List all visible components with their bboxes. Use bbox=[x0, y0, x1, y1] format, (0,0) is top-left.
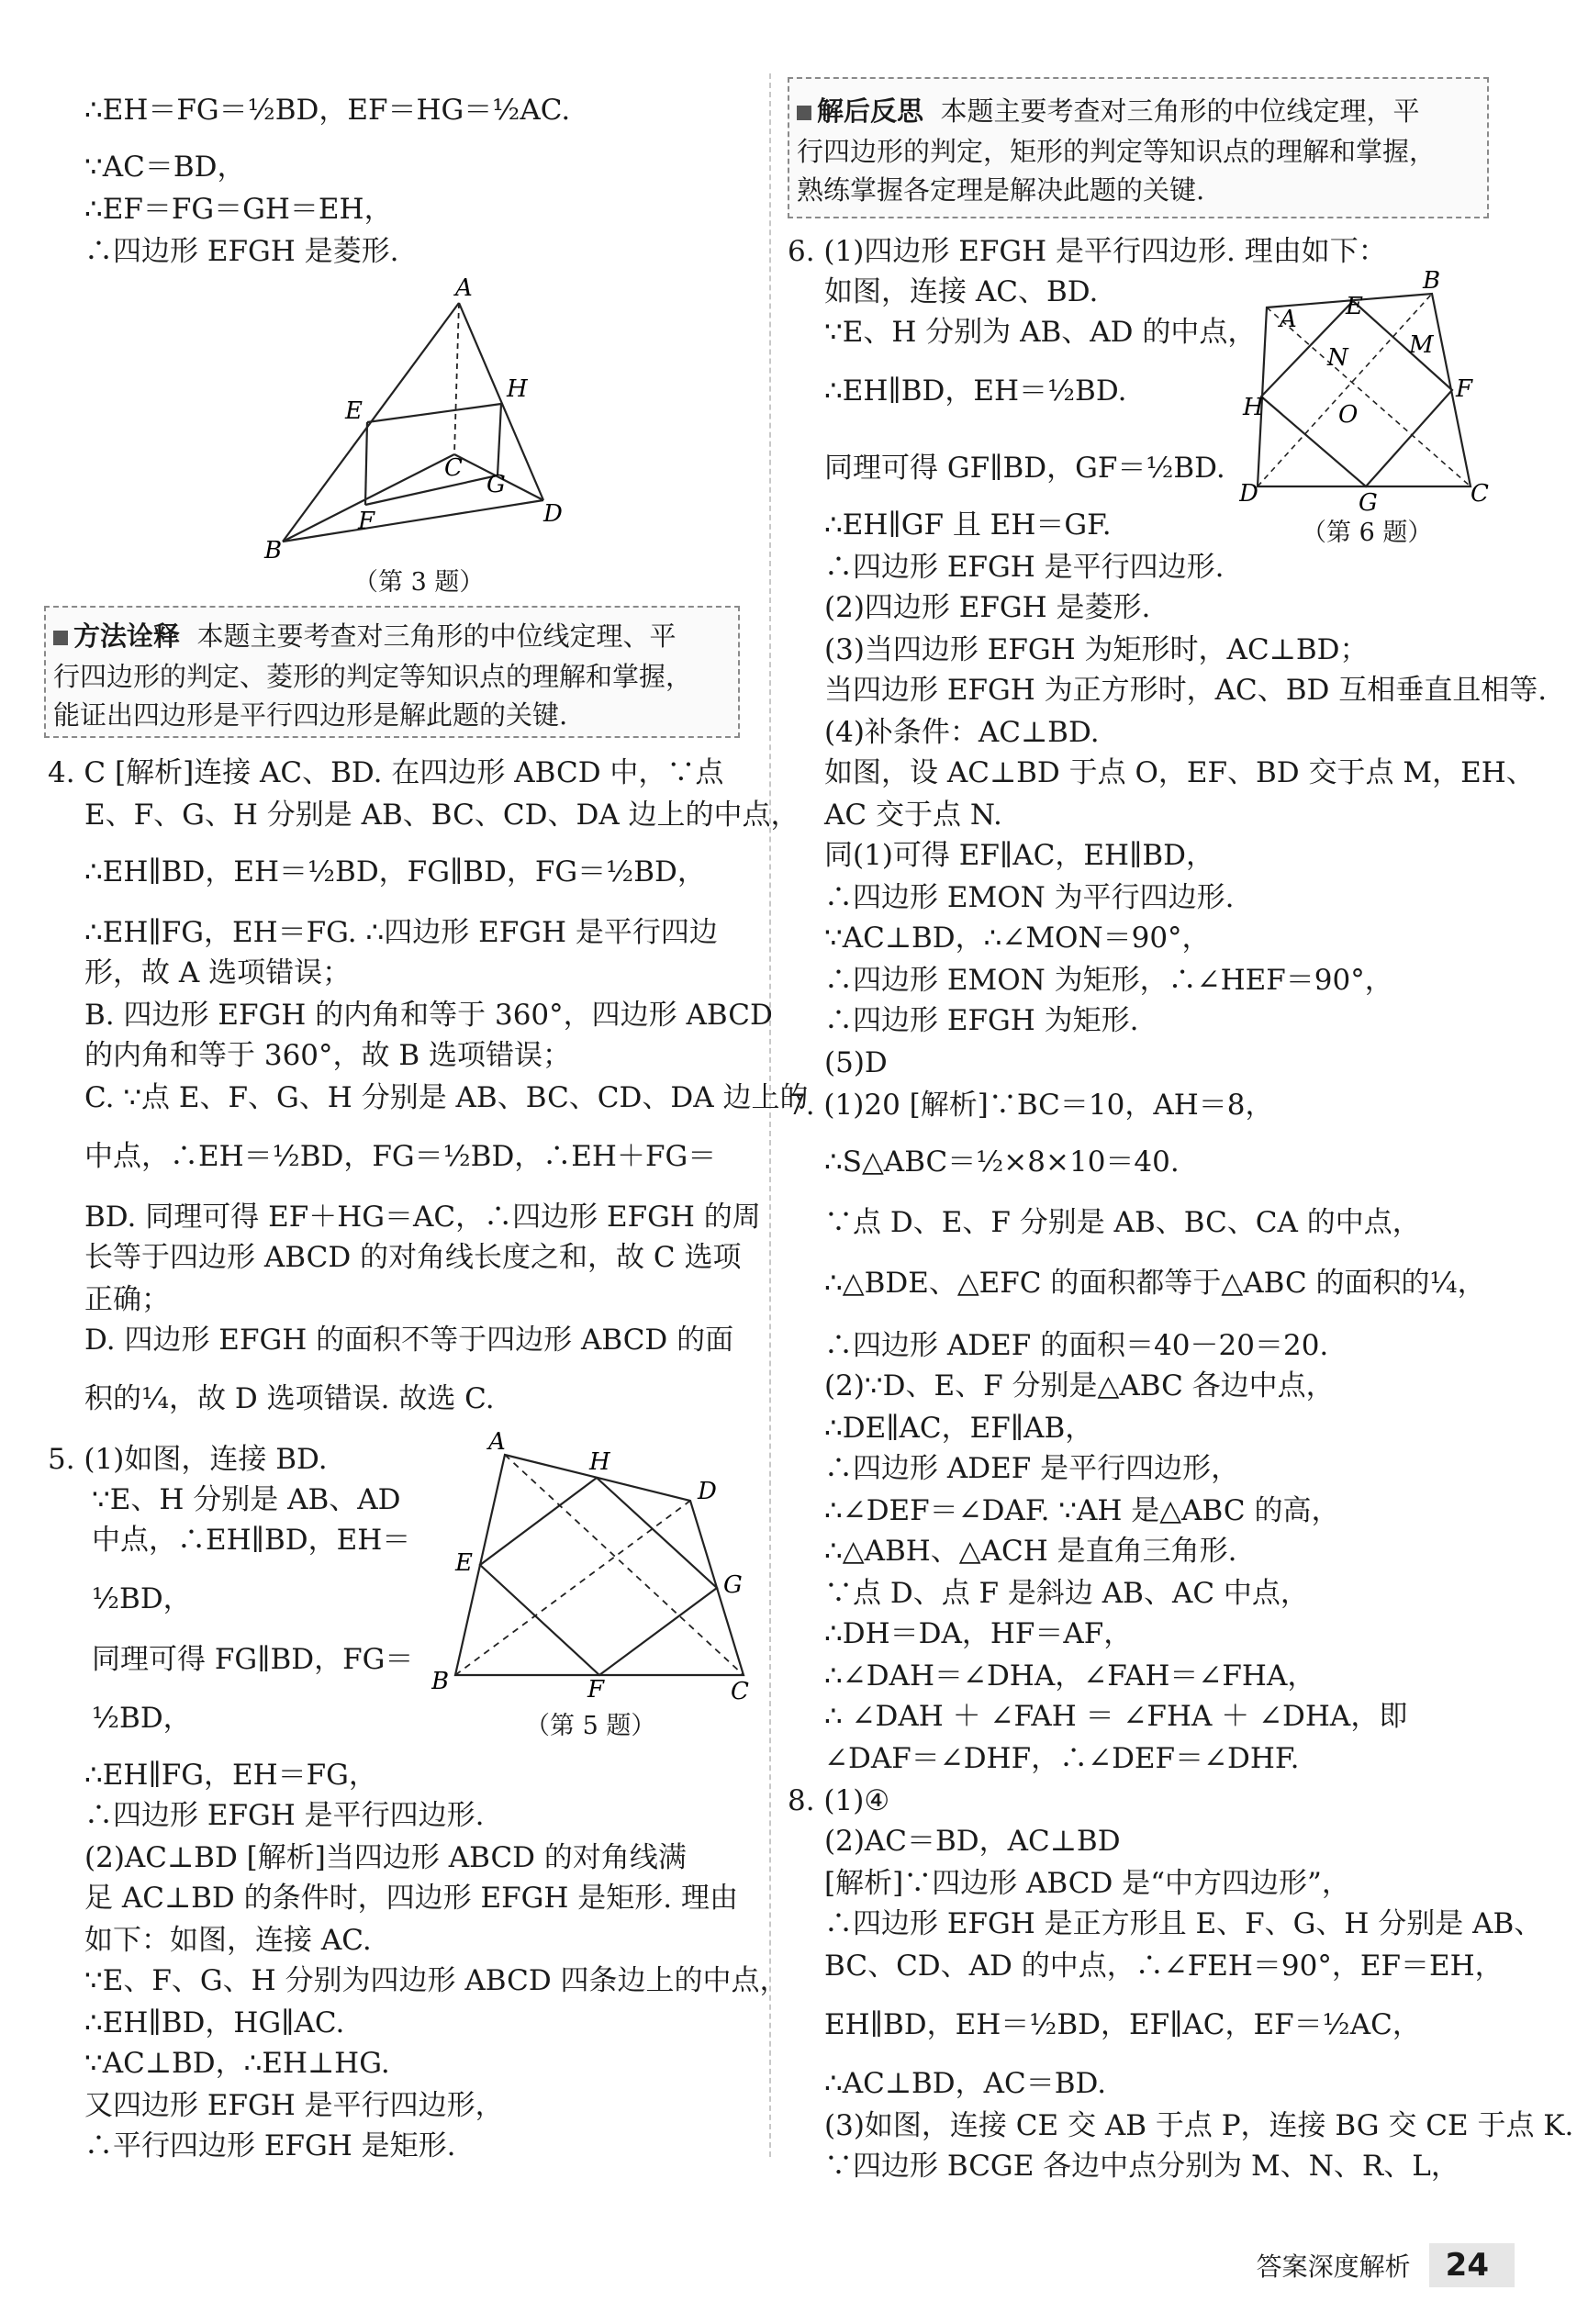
q7-line: ∵点 D、点 F 是斜边 AB、AC 中点， bbox=[824, 1577, 1309, 1610]
q8-line: (3)如图，连接 CE 交 AB 于点 P，连接 BG 交 CE 于点 K. bbox=[824, 2109, 1574, 2142]
q6-line: 当四边形 EFGH 为正方形时，AC、BD 互相垂直且相等. bbox=[824, 674, 1548, 707]
q6-line: (5)D bbox=[824, 1046, 888, 1079]
label-A: A bbox=[455, 275, 473, 302]
label-F: F bbox=[358, 508, 375, 535]
q8-line: ∵四边形 BCGE 各边中点分别为 M、N、R、L， bbox=[824, 2150, 1459, 2183]
q7-line: ∴四边形 ADEF 的面积＝40－20＝20. bbox=[824, 1329, 1329, 1362]
box-title: 方法诠释 bbox=[73, 620, 181, 652]
q4-line: 积的¼，故 D 选项错误. 故选 C. bbox=[84, 1382, 495, 1415]
q4-line: D. 四边形 EFGH 的面积不等于四边形 ABCD 的面 bbox=[84, 1324, 734, 1357]
q8-line: ∴AC⊥BD，AC＝BD. bbox=[824, 2067, 1107, 2100]
figure-6 bbox=[1239, 266, 1496, 532]
square-icon bbox=[797, 106, 811, 120]
q6-line: ∵E、H 分别为 AB、AD 的中点， bbox=[824, 316, 1257, 349]
q7-line: ∴△ABH、△ACH 是直角三角形. bbox=[824, 1535, 1237, 1568]
q5-line: 5. (1)如图，连接 BD. bbox=[48, 1443, 328, 1476]
q5-line: 足 AC⊥BD 的条件时，四边形 EFGH 是矩形. 理由 bbox=[84, 1882, 738, 1915]
q4-line: E、F、G、H 分别是 AB、BC、CD、DA 边上的中点， bbox=[84, 799, 800, 832]
label-E: E bbox=[345, 397, 363, 425]
figure-3 bbox=[257, 275, 587, 569]
q8-line: [解析]∵四边形 ABCD 是“中方四边形”， bbox=[824, 1867, 1350, 1900]
q5-line: (2)AC⊥BD [解析]当四边形 ABCD 的对角线满 bbox=[84, 1841, 687, 1874]
q4-line: 4. C [解析]连接 AC、BD. 在四边形 ABCD 中，∵点 bbox=[48, 756, 724, 789]
q7-line: ∴S△ABC＝½×8×10＝40. bbox=[824, 1145, 1180, 1179]
q7-line: ∴DE∥AC，EF∥AB， bbox=[824, 1412, 1094, 1445]
q7-line: ∴∠DAH＝∠DHA，∠FAH＝∠FHA， bbox=[824, 1659, 1316, 1693]
label-H: H bbox=[1243, 394, 1264, 421]
q4-line: C. ∵点 E、F、G、H 分别是 AB、BC、CD、DA 边上的 bbox=[84, 1081, 809, 1114]
q6-line: ∴四边形 EMON 为矩形，∴∠HEF＝90°， bbox=[824, 964, 1393, 997]
q5-line: 又四边形 EFGH 是平行四边形， bbox=[84, 2089, 504, 2122]
q4-line: 形，故 A 选项错误； bbox=[84, 956, 352, 989]
box-text: 本题主要考查对三角形的中位线定理、平 bbox=[196, 620, 677, 652]
q6-line: ∴四边形 EFGH 是平行四边形. bbox=[824, 551, 1225, 584]
q6-line: AC 交于点 N. bbox=[824, 799, 1002, 832]
figure-5 bbox=[431, 1427, 762, 1703]
q8-line: EH∥BD，EH＝½BD，EF∥AC，EF＝½AC， bbox=[824, 2008, 1421, 2041]
label-H: H bbox=[507, 375, 528, 403]
q6-line: (4)补条件：AC⊥BD. bbox=[824, 716, 1100, 749]
box-text: 行四边形的判定、菱形的判定等知识点的理解和掌握， bbox=[53, 661, 693, 692]
q6-line: ∴四边形 EMON 为平行四边形. bbox=[824, 881, 1235, 914]
text-line: ∴EH＝FG＝½BD，EF＝HG＝½AC. bbox=[84, 94, 571, 127]
footer-label: 答案深度解析 bbox=[1256, 2251, 1411, 2282]
q5-line: ∴EH∥BD，HG∥AC. bbox=[84, 2006, 345, 2039]
label-C: C bbox=[731, 1678, 749, 1703]
q7-line: ∠DAF＝∠DHF，∴∠DEF＝∠DHF. bbox=[824, 1742, 1300, 1775]
q6-line: ∴EH∥BD，EH＝½BD. bbox=[824, 374, 1127, 408]
label-C: C bbox=[1471, 480, 1489, 508]
label-M: M bbox=[1409, 331, 1434, 359]
box-text: 能证出四边形是平行四边形是解此题的关键. bbox=[53, 699, 568, 731]
label-F: F bbox=[587, 1676, 605, 1703]
q4-line: 中点，∴EH＝½BD，FG＝½BD，∴EH＋FG＝ bbox=[84, 1140, 717, 1173]
label-O: O bbox=[1338, 401, 1359, 429]
q6-line: (3)当四边形 EFGH 为矩形时，AC⊥BD； bbox=[824, 633, 1369, 666]
label-D: D bbox=[543, 500, 563, 528]
q4-line: 正确； bbox=[84, 1283, 170, 1316]
text-line: ∵AC＝BD， bbox=[84, 151, 246, 184]
q5-line: ∵AC⊥BD，∴EH⊥HG. bbox=[84, 2047, 390, 2080]
q8-line: ∴四边形 EFGH 是正方形且 E、F、G、H 分别是 AB、 bbox=[824, 1907, 1543, 1940]
label-N: N bbox=[1327, 344, 1348, 372]
label-A: A bbox=[488, 1428, 506, 1456]
q6-line: 如图，连接 AC、BD. bbox=[824, 275, 1099, 308]
q6-line: ∴四边形 EFGH 为矩形. bbox=[824, 1004, 1139, 1037]
q5-line: ∵E、F、G、H 分别为四边形 ABCD 四条边上的中点， bbox=[84, 1964, 788, 1997]
q7-line: ∵点 D、E、F 分别是 AB、BC、CA 的中点， bbox=[824, 1206, 1421, 1239]
label-E: E bbox=[1346, 293, 1363, 320]
box-title: 解后反思 bbox=[817, 95, 924, 127]
label-G: G bbox=[723, 1571, 743, 1599]
q6-line: 6. (1)四边形 EFGH 是平行四边形. 理由如下： bbox=[788, 235, 1387, 268]
q6-line: 同理可得 GF∥BD，GF＝½BD. bbox=[824, 452, 1225, 485]
q7-line: ∴ ∠DAH ＋ ∠FAH ＝ ∠FHA ＋ ∠DHA，即 bbox=[824, 1700, 1408, 1733]
q5-line: ∴平行四边形 EFGH 是矩形. bbox=[84, 2129, 456, 2162]
q5-line: ∴四边形 EFGH 是平行四边形. bbox=[84, 1799, 485, 1832]
page-number: 24 bbox=[1429, 2243, 1515, 2287]
q7-line: ∴△BDE、△EFC 的面积都等于△ABC 的面积的¼， bbox=[824, 1267, 1486, 1300]
q5-line: ∴EH∥FG，EH＝FG， bbox=[84, 1759, 377, 1792]
square-icon bbox=[53, 631, 68, 645]
q7-line: ∴DH＝DA，HF＝AF， bbox=[824, 1617, 1133, 1650]
q4-line: BD. 同理可得 EF＋HG＝AC，∴四边形 EFGH 的周 bbox=[84, 1201, 761, 1234]
q6-line: (2)四边形 EFGH 是菱形. bbox=[824, 591, 1151, 624]
q4-line: 的内角和等于 360°，故 B 选项错误； bbox=[84, 1039, 572, 1072]
reflection-box bbox=[788, 77, 1489, 218]
method-box bbox=[44, 606, 740, 738]
q4-line: ∴EH∥FG，EH＝FG. ∴四边形 EFGH 是平行四边 bbox=[84, 916, 718, 949]
box-text: 熟练掌握各定理是解决此题的关键. bbox=[797, 174, 1205, 206]
q4-line: B. 四边形 EFGH 的内角和等于 360°，四边形 ABCD bbox=[84, 999, 773, 1032]
label-F: F bbox=[1456, 375, 1473, 403]
box-text: 本题主要考查对三角形的中位线定理，平 bbox=[940, 95, 1420, 127]
q5-line: ½BD， bbox=[92, 1582, 192, 1615]
q5-line: 中点，∴EH∥BD，EH＝ bbox=[92, 1524, 411, 1557]
q7-line: ∴四边形 ADEF 是平行四边形， bbox=[824, 1452, 1240, 1485]
label-D: D bbox=[1239, 480, 1258, 508]
figure-5-caption: （第 5 题） bbox=[525, 1712, 656, 1740]
q6-line: 如图，设 AC⊥BD 于点 O，EF、BD 交于点 M，EH、 bbox=[824, 756, 1535, 789]
label-B: B bbox=[431, 1668, 450, 1695]
q4-line: ∴EH∥BD，EH＝½BD，FG∥BD，FG＝½BD， bbox=[84, 855, 706, 888]
page-footer bbox=[1257, 2243, 1515, 2287]
q8-line: BC、CD、AD 的中点，∴∠FEH＝90°，EF＝EH， bbox=[824, 1950, 1504, 1983]
q6-line: ∴EH∥GF 且 EH＝GF. bbox=[824, 508, 1112, 542]
q7-line: (2)∵D、E、F 分别是△ABC 各边中点， bbox=[824, 1369, 1335, 1402]
label-H: H bbox=[589, 1448, 610, 1476]
label-B: B bbox=[264, 537, 283, 564]
q7-line: ∴∠DEF＝∠DAF. ∵AH 是△ABC 的高， bbox=[824, 1494, 1340, 1527]
label-G: G bbox=[1359, 489, 1378, 517]
q5-line: ½BD， bbox=[92, 1702, 192, 1735]
q5-line: 如下：如图，连接 AC. bbox=[84, 1924, 372, 1957]
label-A: A bbox=[1280, 306, 1297, 333]
label-B: B bbox=[1423, 267, 1441, 295]
q7-line: 7. (1)20 [解析]∵BC＝10，AH＝8， bbox=[788, 1089, 1274, 1122]
label-G: G bbox=[486, 471, 506, 498]
box-text: 行四边形的判定，矩形的判定等知识点的理解和掌握， bbox=[797, 136, 1437, 167]
text-line: ∴四边形 EFGH 是菱形. bbox=[84, 235, 399, 268]
q8-line: 8. (1)④ bbox=[788, 1784, 890, 1817]
label-C: C bbox=[444, 454, 463, 482]
figure-6-caption: （第 6 题） bbox=[1302, 519, 1433, 547]
figure-3-caption: （第 3 题） bbox=[353, 568, 485, 597]
label-E: E bbox=[455, 1549, 473, 1577]
q5-line: ∵E、H 分别是 AB、AD bbox=[92, 1483, 401, 1516]
q5-line: 同理可得 FG∥BD，FG＝ bbox=[92, 1643, 414, 1676]
q6-line: 同(1)可得 EF∥AC，EH∥BD， bbox=[824, 839, 1214, 872]
text-line: ∴EF＝FG＝GH＝EH， bbox=[84, 193, 393, 226]
label-D: D bbox=[698, 1478, 717, 1505]
q8-line: (2)AC＝BD，AC⊥BD bbox=[824, 1825, 1121, 1858]
q6-line: ∵AC⊥BD，∴∠MON＝90°， bbox=[824, 922, 1211, 955]
q4-line: 长等于四边形 ABCD 的对角线长度之和，故 C 选项 bbox=[84, 1241, 742, 1274]
